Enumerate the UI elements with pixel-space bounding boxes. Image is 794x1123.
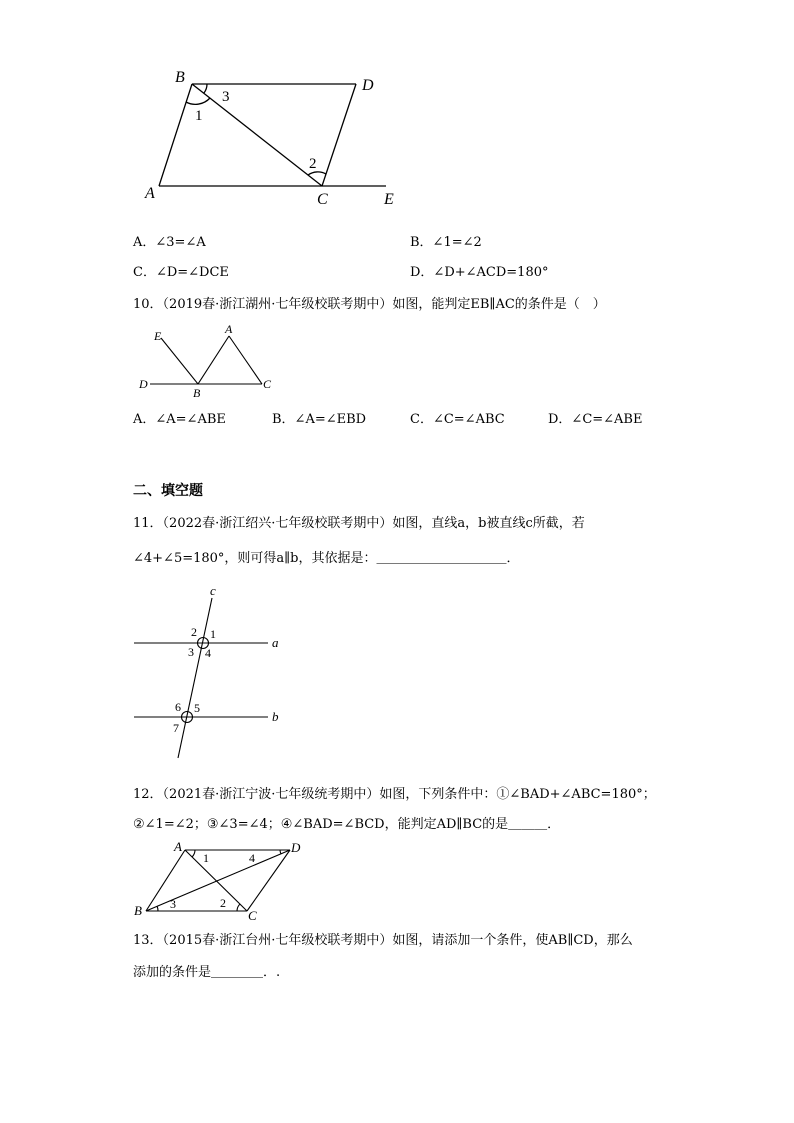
label-b: b [272,709,279,724]
segment-AC [229,336,262,384]
q10-option-b: B．∠A=∠EBD [272,412,367,427]
section-title: 二、填空题 [133,483,203,499]
segment-BC [192,84,322,186]
label-c: c [210,583,216,598]
q9-option-b: B．∠1=∠2 [410,235,482,250]
angle-arc-1 [186,98,210,104]
label-angle-1: 1 [210,627,216,641]
q10-option-d: D．∠C=∠ABE [548,412,643,427]
label-angle-2: 2 [220,896,226,910]
q13-line2: 添加的条件是＿＿＿＿．. [133,965,281,980]
label-a: a [272,635,279,650]
angle-arc-4 [280,850,281,854]
label-A: A [174,839,182,854]
q9-option-a: A．∠3=∠A [133,235,206,250]
label-B: B [175,69,185,86]
label-A: A [225,322,233,336]
segment-EB [161,338,198,384]
label-B: B [193,386,201,400]
q13-line1: 13．（2015春·浙江台州·七年级校联考期中）如图，请添加一个条件，使AB∥CD，那么 [133,933,633,948]
segment-BA [159,84,192,186]
label-angle-2: 2 [191,625,197,639]
q11-line2: ∠4+∠5=180°，则可得a∥b，其依据是：＿＿＿＿＿＿＿＿＿＿． [133,551,520,566]
label-angle-5: 5 [194,701,200,715]
figure-q11 [130,580,290,765]
q10-option-a: A．∠A=∠ABE [133,412,226,427]
figure-q9-parallelogram [140,68,410,213]
label-angle-4: 4 [249,851,255,865]
figure-q12 [130,836,310,926]
angle-arc-2 [308,172,326,175]
segment-BA [198,336,229,384]
angle-arc-3 [204,84,207,93]
q10-stem: 10．（2019春·浙江湖州·七年级校联考期中）如图，能判定EB∥AC的条件是（ ） [133,297,606,312]
label-angle-4: 4 [205,646,211,660]
q12-line1: 12．（2021春·浙江宁波·七年级统考期中）如图，下列条件中：①∠BAD+∠ABC=180°； [133,787,656,802]
label-D: D [362,77,374,94]
label-angle-6: 6 [175,700,181,714]
label-E: E [154,329,162,343]
angle-arc-2 [237,904,240,911]
segment-AC [185,850,247,911]
segment-DC [322,84,356,186]
label-angle-1: 1 [203,851,209,865]
q9-option-d: D．∠D+∠ACD=180° [410,265,549,280]
label-B: B [134,903,142,918]
q12-line2: ②∠1=∠2；③∠3=∠4；④∠BAD=∠BCD，能判定AD∥BC的是＿＿＿． [133,817,561,832]
line-c [178,598,212,758]
label-C: C [248,908,257,923]
label-angle-7: 7 [173,721,179,735]
label-angle-2: 2 [309,156,317,172]
label-D: D [291,840,301,855]
segment-AB [146,850,185,911]
q10-option-c: C．∠C=∠ABC [410,412,505,427]
label-C: C [317,191,328,208]
figure-q10 [136,320,276,400]
label-angle-1: 1 [195,108,203,124]
q9-option-c: C．∠D=∠DCE [133,265,229,280]
label-E: E [384,191,394,208]
angle-arc-1 [192,850,195,857]
label-C: C [263,377,272,391]
q11-line1: 11．（2022春·浙江绍兴·七年级校联考期中）如图，直线a，b被直线c所截，若 [133,516,585,531]
label-angle-3: 3 [188,645,194,659]
label-A: A [145,185,155,202]
label-angle-3: 3 [170,897,176,911]
angle-arc-3 [157,906,158,911]
label-D: D [139,377,148,391]
label-angle-3: 3 [222,89,230,105]
